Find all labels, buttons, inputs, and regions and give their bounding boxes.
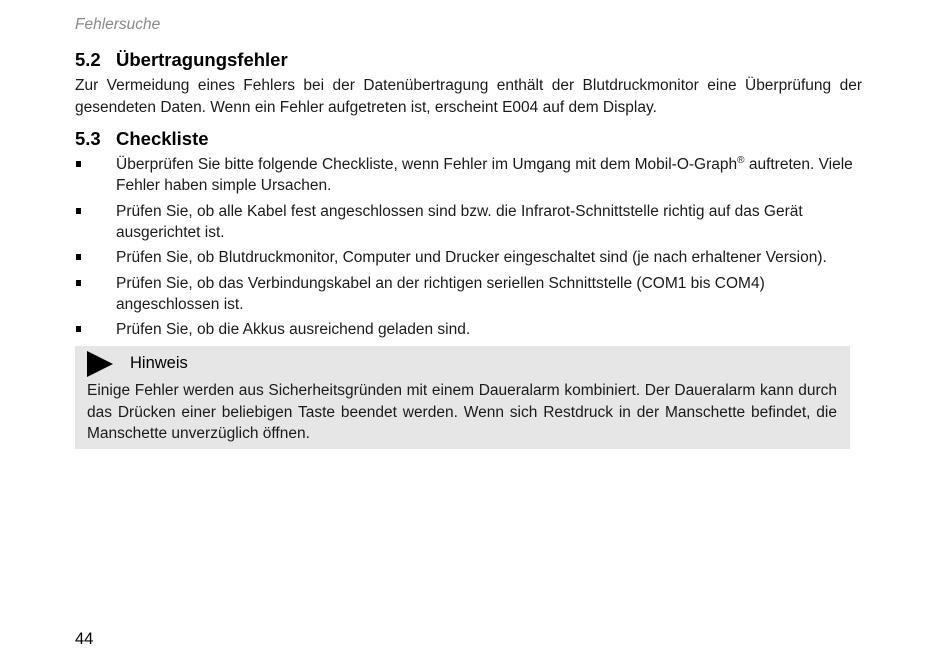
note-box [75, 346, 850, 449]
list-item [75, 273, 862, 315]
list-item-text: Prüfen Sie, ob alle Kabel fest angeschlossen sind bzw. die Infrarot-Schnittstelle richtig auf das Gerät ausgerichtet ist. [116, 202, 803, 241]
arrow-right-icon [87, 351, 113, 377]
bullet-icon [76, 326, 81, 332]
section-number: 5.2 [75, 49, 101, 70]
note-title: Hinweis [130, 354, 188, 372]
section-heading [75, 127, 862, 151]
list-item-text: Prüfen Sie, ob die Akkus ausreichend geladen sind. [116, 321, 471, 338]
section-5-2 [75, 48, 862, 118]
list-item [75, 154, 862, 196]
page-number: 44 [75, 630, 94, 648]
list-item-text: auftreten. Viele Fehler haben simple Ursachen. [116, 156, 853, 194]
list-item-text: Prüfen Sie, ob das Verbindungskabel an der richtigen seriellen Schnittstelle (COM1 bis COM4) angeschlossen ist. [116, 274, 765, 313]
bullet-icon [76, 280, 81, 286]
registered-mark: ® [737, 154, 745, 166]
section-paragraph: Zur Vermeidung eines Fehlers bei der Datenübertragung enthält der Blutdruckmonitor eine Überprüfung der gesendeten Daten. Wenn ein Fehler aufgetreten ist, erscheint E004 auf dem Display. [75, 77, 862, 116]
section-heading [75, 48, 862, 72]
section-5-3 [75, 127, 862, 151]
running-head: Fehlersuche [75, 16, 161, 33]
note-body: Einige Fehler werden aus Sicherheitsgründen mit einem Daueralarm kombiniert. Der Daueralarm kann durch das Drücken einer beliebigen Taste beendet werden. Wenn sich Restdruck in der Manschette befindet, die Manschette unverzüglich öffnen. [87, 382, 837, 442]
bullet-icon [76, 161, 81, 167]
list-item-text: Überprüfen Sie bitte folgende Checkliste, wenn Fehler im Umgang mit dem Mobil-O-Graph [116, 156, 738, 173]
list-item [75, 319, 862, 340]
list-item [75, 201, 862, 243]
section-number: 5.3 [75, 128, 101, 149]
section-title: Checkliste [116, 128, 209, 149]
bullet-icon [76, 208, 81, 214]
section-title: Übertragungsfehler [116, 49, 288, 70]
list-item-text: Prüfen Sie, ob Blutdruckmonitor, Computer und Drucker eingeschaltet sind (je nach erhaltener Version). [116, 249, 827, 266]
list-item [75, 247, 862, 268]
bullet-icon [76, 254, 81, 260]
checklist [75, 154, 862, 345]
